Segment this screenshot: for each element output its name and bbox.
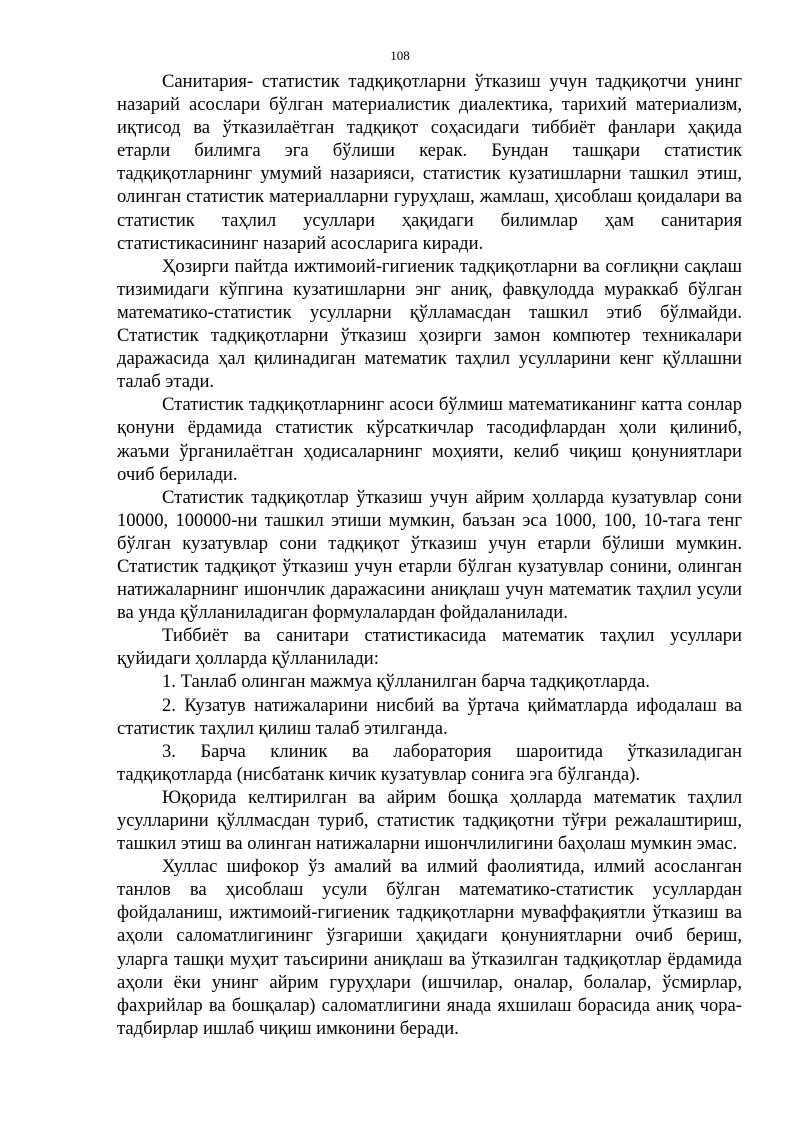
paragraph-cases-intro: Тиббиёт ва санитари статистикасида математик таҳлил усуллари қуйидаги ҳолларда қўлланилади: <box>117 625 742 670</box>
paragraph-conclusion: Хуллас шифокор ўз амалий ва илмий фаолиятида, илмий асосланган танлов ва ҳисоблаш усули бўлган математико-статистик усуллардан фойдаланиш, ижтимоий-гигиеник тадқиқотларни муваффақиятли ўтказиш ва аҳоли саломатлигининг ўзгариши ҳақидаги қонуниятларни очиб бериш, уларга ташқи муҳит таъсирини аниқлаш ва ўтказилган тадқиқотлар ёрдамида аҳоли ёки унинг айрим гуруҳлари (ишчилар, оналар, болалар, ўсмирлар, фахрийлар ва бошқалар) саломатлигини янада яхшилаш борасида аниқ чора-тадбирлар ишлаб чиқиш имконини беради. <box>117 856 742 1039</box>
paragraph-scientific-basis: Санитария- статистик тадқиқотларни ўтказиш учун тадқиқотчи унинг назарий асослари бўлган материалистик диалектика, тарихий материализм, иқтисод ва ўтказилаётган тадқиқот соҳасидаги тиббиёт фанлари ҳақида етарли билимга эга бўлиши керак. Бундан ташқари статистик тадқиқотларнинг умумий назарияси, статистик кузатишларни ташкил этиш, олинган статистик материалларни гуруҳлаш, жамлаш, ҳисоблаш қоидалари ва статистик таҳлил усуллари ҳақидаги билимлар ҳам санитария статистикасининг назарий асосларига киради. <box>117 71 742 254</box>
paragraph-observation-counts: Статистик тадқиқотлар ўтказиш учун айрим ҳолларда кузатувлар сони 10000, 100000-ни ташкил этиши мумкин, баъзан эса 1000, 100, 10-тага тенг бўлган кузатувлар сони тадқиқот ўтказиш учун етарли бўлиши мумкин. Статистик тадқиқот ўтказиш учун етарли бўлган кузатувлар сонини, олинган натижаларнинг ишончлик даражасини аниқлаш учун математик таҳлил усули ва унда қўлланиладиган формулалардан фойдаланилади. <box>117 486 742 624</box>
paragraph-without-methods: Юқорида келтирилган ва айрим бошқа ҳолларда математик таҳлил усулларини қўллмасдан туриб, статистик тадқиқотни тўғри режалаштириш, ташкил этиш ва олинган натижаларни ишончлилигини баҳолаш мумкин эмас. <box>117 786 742 855</box>
list-item-3: 3. Барча клиник ва лаборатория шароитида ўтказиладиган тадқиқотларда (нисбатанк кичик кузатувлар сонига эга бўлганда). <box>117 740 742 785</box>
page-number: 108 <box>390 48 410 63</box>
list-item-2: 2. Кузатув натижаларини нисбий ва ўртача қийматларда ифодалаш ва статистик таҳлил қилиш талаб этилганда. <box>117 694 742 739</box>
paragraph-law-of-large-numbers: Статистик тадқиқотларнинг асоси бўлмиш математиканинг катта сонлар қонуни ёрдамида статистик кўрсаткичлар тасодифлардан ҳоли қилиниб, жаъми ўрганилаётган ҳодисаларнинг моҳияти, келиб чиқиш қонуниятлари очиб берилади. <box>117 394 742 485</box>
page-body <box>117 70 742 1040</box>
paragraph-math-statistical-methods: Ҳозирги пайтда ижтимоий-гигиеник тадқиқотларни ва соғлиқни сақлаш тизимидаги кўпгина кузатишларни энг аниқ, фавқулодда мураккаб бўлган математико-статистик усулларни қўлламасдан ташкил этиб бўлмайди. Статистик тадқиқотларни ўтказиш ҳозирги замон компютер техникалари даражасида ҳал қилинадиган математик таҳлил усулларини кенг қўллашни талаб этади. <box>117 255 742 393</box>
list-item-1: 1. Танлаб олинган мажмуа қўлланилган барча тадқиқотларда. <box>162 671 650 693</box>
